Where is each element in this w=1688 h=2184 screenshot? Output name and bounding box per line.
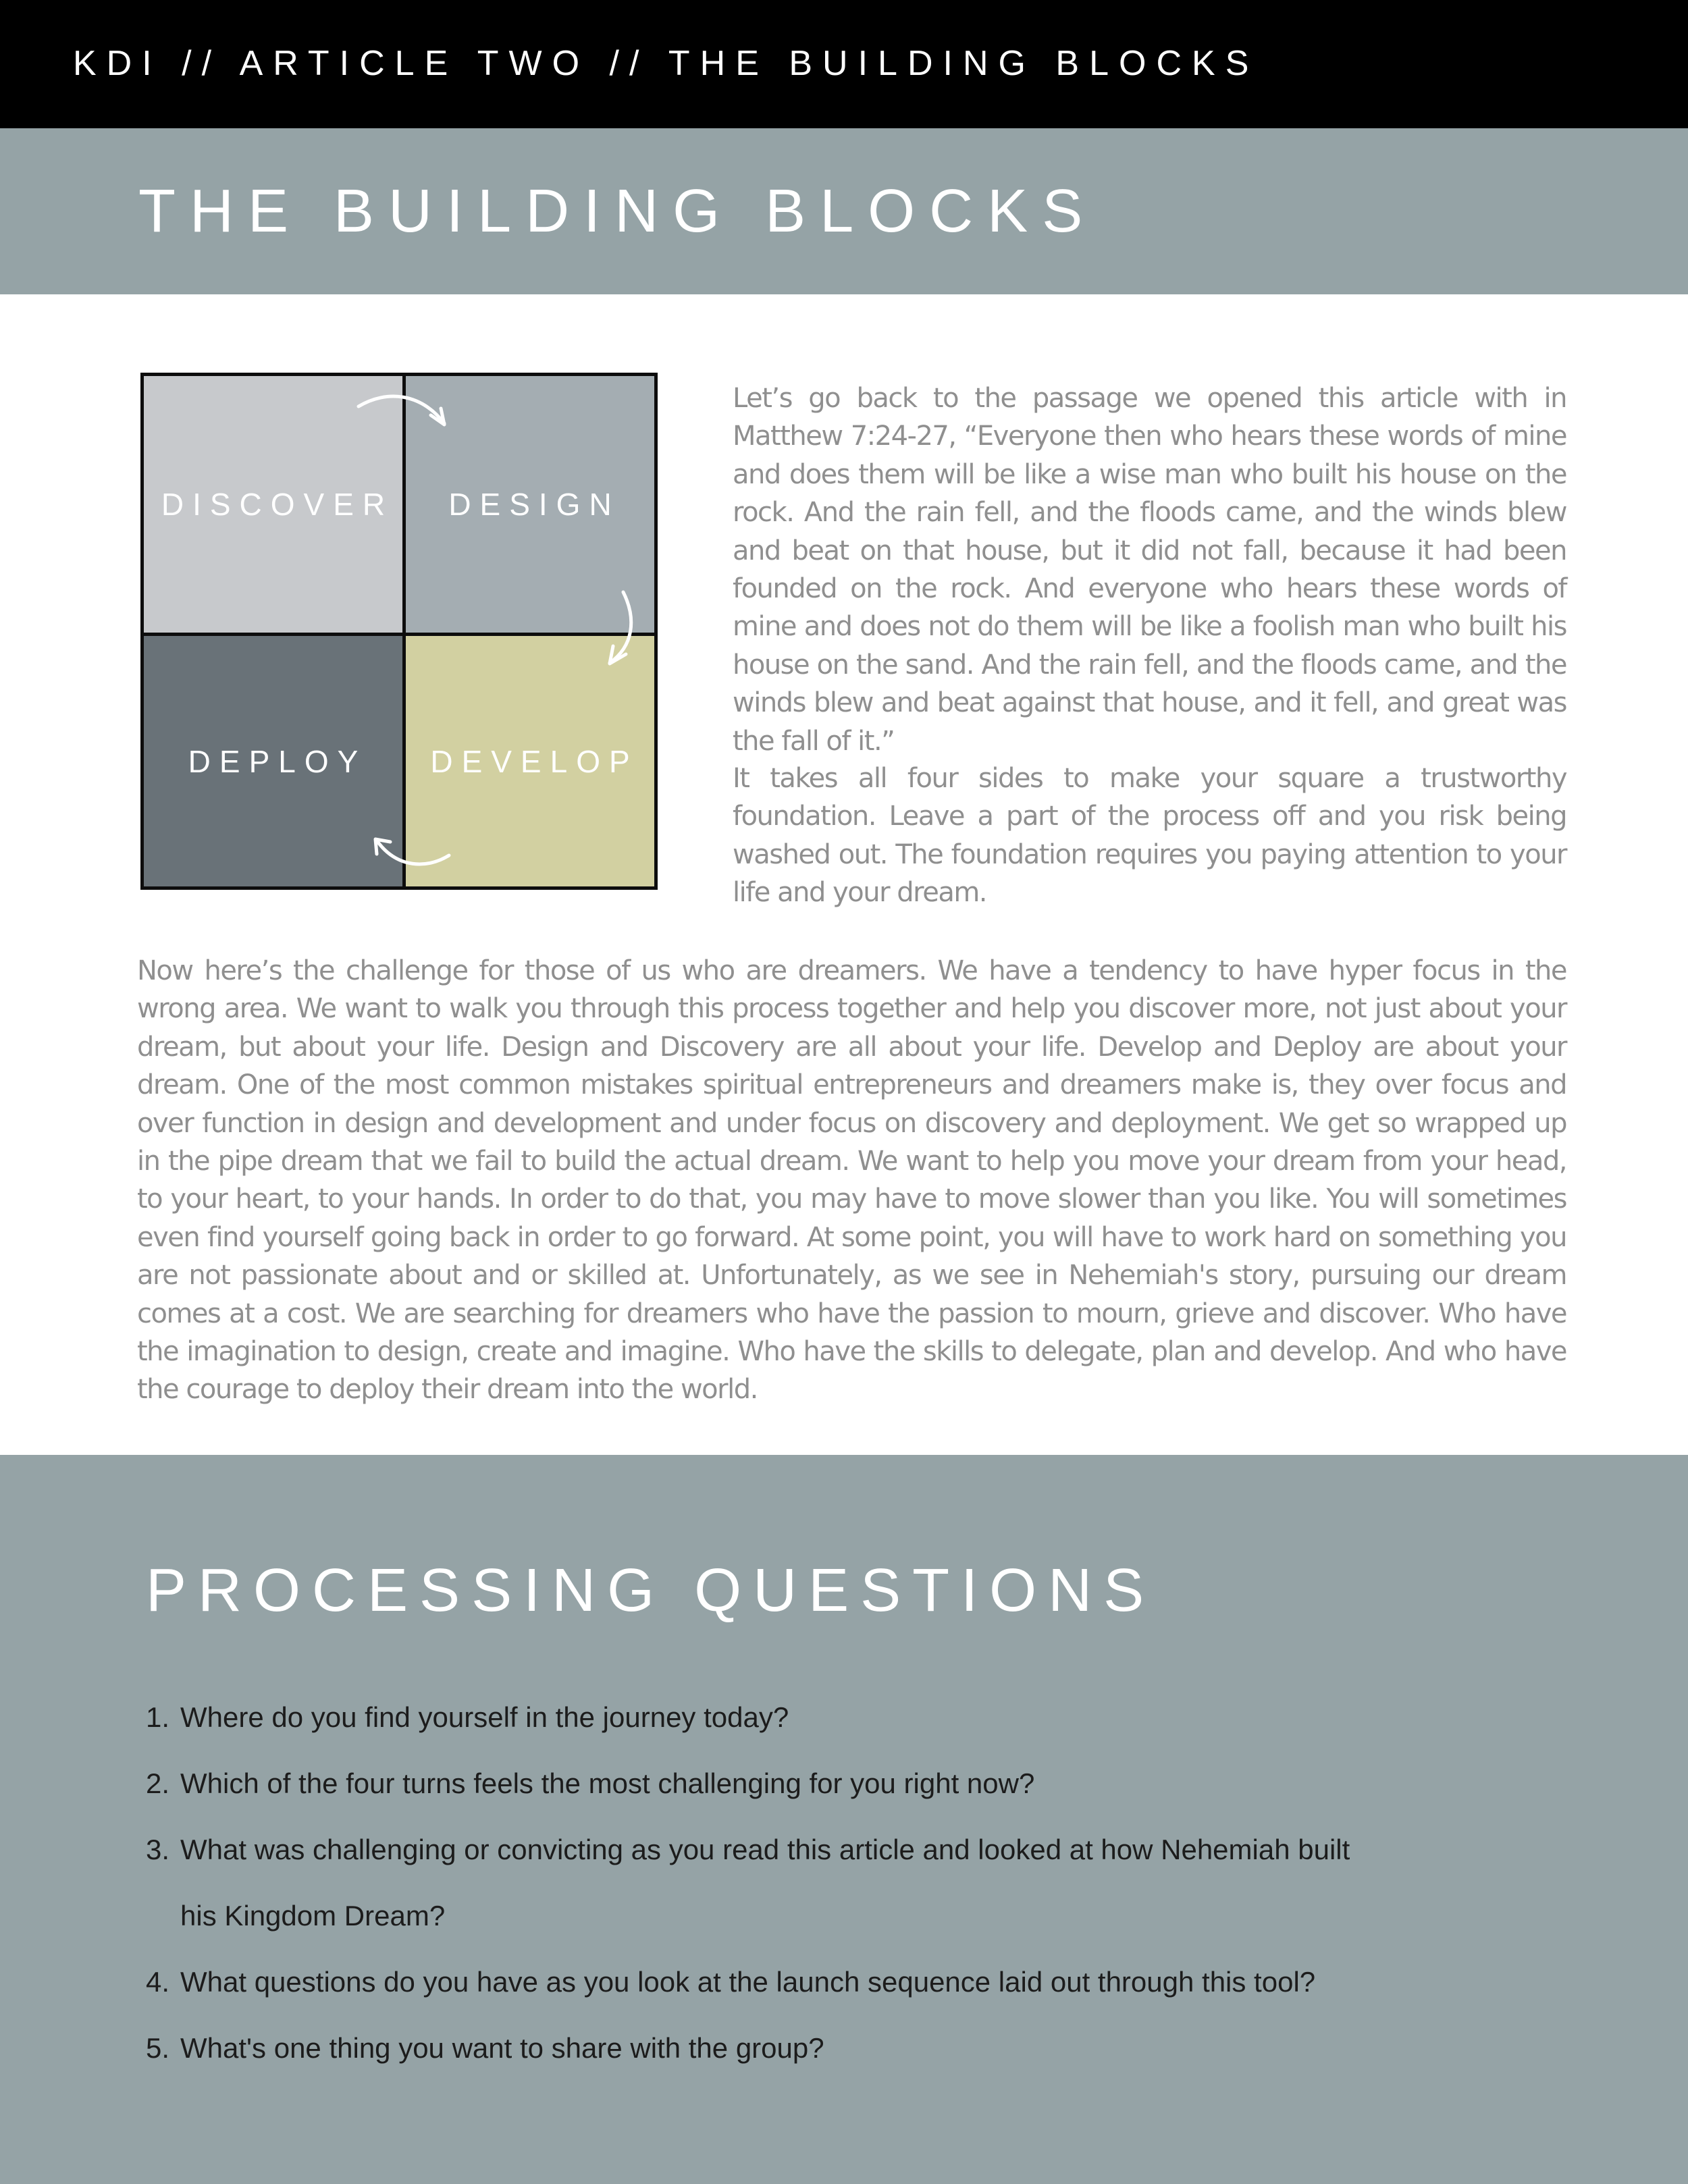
- quadrant-design: DESIGN: [406, 376, 654, 633]
- challenge-paragraph: Now here’s the challenge for those of us who are dreamers. We have a tendency to have hyper focus in the wrong area. We want to walk you through this process together and help you discover more, not just about your dream, but about your life. Design and Discovery are all about your life. Develop and Deploy are about your dream. One of the most common mistakes spiritual entrepreneurs and dreamers make is, they over focus and over function in design and development and under focus on discovery and deployment. We get so wrapped up in the pipe dream that we fail to build the actual dream. We want to help you move your dream from your head, to your heart, to your hands. In order to do that, you may have to move slower than you like. You will sometimes even find yourself going back in order to go forward. At some point, you will have to work hard on something you are not passionate about and or skilled at. Unfortunately, as we see in Nehemiah's story, pursuing our dream comes at a cost. We are searching for dreamers who have the passion to mourn, grieve and discover. Who have the imagination to design, create and imagine. Who have the skills to delegate, plan and develop. And who have the courage to deploy their dream into the world.: [137, 955, 1566, 1406]
- section-banner: [0, 128, 1688, 294]
- questions-list: [146, 1684, 1382, 2081]
- arrow-develop-to-deploy-icon: [375, 839, 449, 864]
- page-title: THE BUILDING BLOCKS: [138, 178, 1097, 245]
- foundation-paragraph: It takes all four sides to make your square a trustworthy foundation. Leave a part of the process off and you risk being washed out. The foundation requires you paying attention to your life and your dream.: [733, 763, 1566, 909]
- building-blocks-diagram: [140, 373, 658, 890]
- question-item: [146, 1817, 1382, 1949]
- arrow-design-to-develop-icon: [610, 592, 631, 664]
- question-item: [146, 1751, 1382, 1817]
- question-text: What questions do you have as you look at the launch sequence laid out through this tool?: [180, 1966, 1316, 1998]
- quadrant-discover: DISCOVER: [144, 376, 402, 633]
- question-text: Which of the four turns feels the most challenging for you right now?: [180, 1767, 1035, 1799]
- question-item: [146, 1684, 1382, 1751]
- question-item: [146, 2015, 1382, 2081]
- cycle-arrows: [144, 376, 654, 886]
- quadrant-deploy: DEPLOY: [144, 636, 402, 886]
- article-header-title: KDI // ARTICLE TWO // THE BUILDING BLOCKS: [73, 44, 1259, 83]
- quadrant-develop: DEVELOP: [406, 636, 654, 886]
- question-text: What's one thing you want to share with the group?: [180, 2032, 824, 2064]
- question-number: 3.: [146, 1834, 170, 1865]
- scripture-paragraph: Let’s go back to the passage we opened this article with in Matthew 7:24-27, “Everyone then who hears these words of mine and does them will be like a wise man who built his house on the rock. And the rain fell, and the floods came, and the winds blew and beat on that house, but it did not fall, because it had been founded on the rock. And everyone who hears these words of mine and does not do them will be like a foolish man who built his house on the sand. And the rain fell, and the floods came, and the winds blew and beat against that house, and it fell, and great was the fall of it.”: [733, 383, 1566, 757]
- question-number: 2.: [146, 1767, 170, 1799]
- question-text: What was challenging or convicting as you read this article and looked at how Nehemiah built his Kingdom Dream?: [180, 1834, 1350, 1932]
- question-number: 5.: [146, 2032, 170, 2064]
- question-number: 4.: [146, 1966, 170, 1998]
- top-header-bar: [0, 0, 1688, 128]
- questions-title: PROCESSING QUESTIONS: [146, 1557, 1156, 1624]
- question-item: [146, 1949, 1382, 2015]
- arrow-discover-to-design-icon: [359, 396, 444, 425]
- processing-questions-section: [0, 1455, 1688, 2184]
- question-number: 1.: [146, 1701, 170, 1733]
- question-text: Where do you find yourself in the journey today?: [180, 1701, 789, 1733]
